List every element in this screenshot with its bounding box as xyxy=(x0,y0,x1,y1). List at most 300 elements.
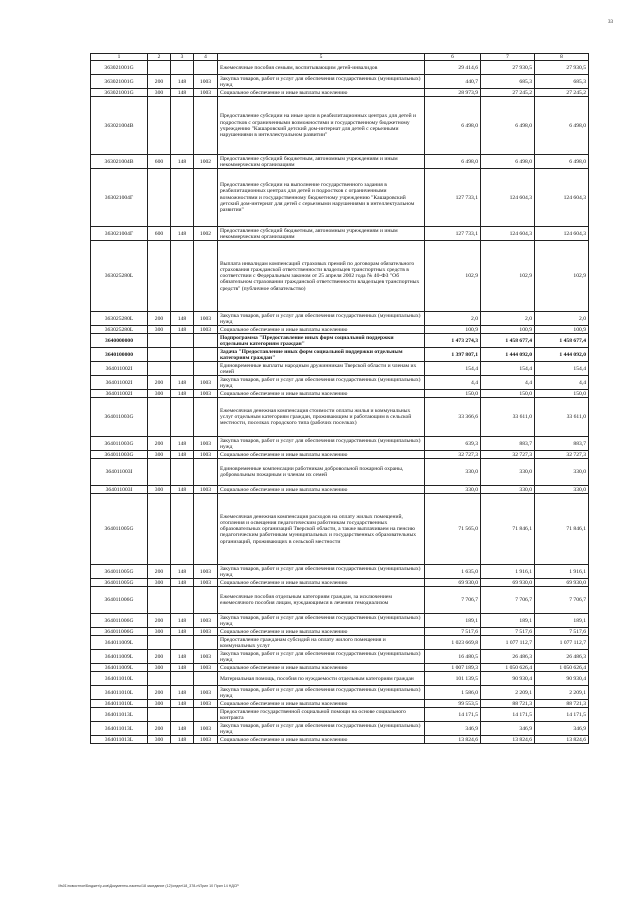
budget-code-cell: 364011003G xyxy=(91,398,148,437)
table-row xyxy=(91,398,589,437)
amount-year2-cell: 6 498,0 xyxy=(481,97,535,155)
column-number-header: 8 xyxy=(535,54,589,61)
amount-year2-cell: 330,0 xyxy=(481,486,535,494)
table-row xyxy=(91,486,589,494)
amount-year2-cell: 7 517,6 xyxy=(481,628,535,636)
table-row xyxy=(91,587,589,614)
amount-year2-cell: 2,0 xyxy=(481,312,535,326)
amount-year2-cell: 1 050 626,4 xyxy=(481,664,535,672)
expense-type-cell: 200 xyxy=(148,75,171,89)
section-code-cell: 1003 xyxy=(194,736,218,744)
amount-year3-cell: 124 604,3 xyxy=(535,227,589,241)
amount-year2-cell: 883,7 xyxy=(481,437,535,451)
amount-year3-cell: 189,1 xyxy=(535,614,589,628)
description-cell: Социальное обеспечение и иные выплаты населению xyxy=(218,390,425,398)
department-code-cell: 148 xyxy=(171,227,194,241)
budget-code-cell: 364011013L xyxy=(91,736,148,744)
budget-code-cell: 363021004Г xyxy=(91,227,148,241)
amount-year3-cell: 150,0 xyxy=(535,390,589,398)
amount-year1-cell: 100,9 xyxy=(425,326,481,334)
amount-year2-cell: 1 444 092,0 xyxy=(481,348,535,362)
amount-year3-cell: 7 706,7 xyxy=(535,587,589,614)
section-code-cell: 1002 xyxy=(194,227,218,241)
expense-type-cell xyxy=(148,169,171,227)
amount-year1-cell: 7 517,6 xyxy=(425,628,481,636)
amount-year1-cell: 69 930,0 xyxy=(425,579,481,587)
description-cell: Единовременные выплаты народным дружинникам Тверской области и членам их семей xyxy=(218,362,425,376)
description-cell: Единовременные компенсации работникам добровольной пожарной охраны, добровольным пожарным и членам их семей xyxy=(218,459,425,486)
amount-year1-cell: 1 635,0 xyxy=(425,565,481,579)
column-number-header: 3 xyxy=(171,54,194,61)
expense-type-cell: 200 xyxy=(148,565,171,579)
amount-year1-cell: 29 414,6 xyxy=(425,61,481,75)
budget-code-cell: 363025280L xyxy=(91,241,148,312)
amount-year1-cell: 7 706,7 xyxy=(425,587,481,614)
amount-year1-cell: 71 565,0 xyxy=(425,494,481,565)
amount-year2-cell: 189,1 xyxy=(481,614,535,628)
budget-code-cell: 364011010L xyxy=(91,672,148,686)
description-cell: Социальное обеспечение и иные выплаты населению xyxy=(218,326,425,334)
description-cell: Предоставление субсидий бюджетным, автономным учреждениям и иным некоммерческим организациям xyxy=(218,155,425,169)
section-code-cell: 1003 xyxy=(194,650,218,664)
budget-code-cell: 363025280L xyxy=(91,326,148,334)
description-cell: Закупка товаров, работ и услуг для обеспечения государственных (муниципальных) нужд xyxy=(218,650,425,664)
amount-year1-cell: 6 498,0 xyxy=(425,155,481,169)
expense-type-cell xyxy=(148,241,171,312)
amount-year2-cell: 154,4 xyxy=(481,362,535,376)
budget-code-cell: 363021004Г xyxy=(91,169,148,227)
table-row xyxy=(91,312,589,326)
expense-type-cell: 300 xyxy=(148,486,171,494)
amount-year1-cell: 127 733,1 xyxy=(425,227,481,241)
budget-code-cell: 364011006G xyxy=(91,587,148,614)
description-cell: Социальное обеспечение и иные выплаты населению xyxy=(218,700,425,708)
amount-year1-cell: 101 139,5 xyxy=(425,672,481,686)
department-code-cell: 148 xyxy=(171,565,194,579)
budget-code-cell: 364011006G xyxy=(91,628,148,636)
table-row xyxy=(91,376,589,390)
department-code-cell xyxy=(171,334,194,348)
amount-year1-cell: 14 171,5 xyxy=(425,708,481,722)
expense-type-cell xyxy=(148,97,171,155)
expense-type-cell: 600 xyxy=(148,227,171,241)
section-code-cell xyxy=(194,494,218,565)
section-code-cell: 1003 xyxy=(194,700,218,708)
amount-year2-cell: 13 824,6 xyxy=(481,736,535,744)
department-code-cell xyxy=(171,97,194,155)
description-cell: Предоставление субсидий бюджетным, автономным учреждениям и иным некоммерческим организациям xyxy=(218,227,425,241)
table-row xyxy=(91,636,589,650)
expense-type-cell: 200 xyxy=(148,376,171,390)
table-row xyxy=(91,451,589,459)
expense-type-cell: 200 xyxy=(148,614,171,628)
section-code-cell: 1003 xyxy=(194,376,218,390)
table-row xyxy=(91,334,589,348)
expense-type-cell: 300 xyxy=(148,89,171,97)
table-row xyxy=(91,579,589,587)
department-code-cell: 148 xyxy=(171,614,194,628)
column-number-header: 5 xyxy=(218,54,425,61)
expense-type-cell xyxy=(148,494,171,565)
amount-year3-cell: 100,9 xyxy=(535,326,589,334)
section-code-cell xyxy=(194,97,218,155)
expense-type-cell xyxy=(148,61,171,75)
budget-code-cell: 364011010L xyxy=(91,700,148,708)
table-row xyxy=(91,390,589,398)
description-cell: Ежемесячная денежная компенсация расходов на оплату жилых помещений, отопления и освещения педагогическим работникам государственных образовательных организаций Тверской области, а также выплачиваем на пенсию педагогическим работникам муниципальных и государственных образовательных организаций, проживающих в сельской местности xyxy=(218,494,425,565)
table-row xyxy=(91,348,589,362)
budget-code-cell: 364011010L xyxy=(91,686,148,700)
section-code-cell: 1003 xyxy=(194,722,218,736)
description-cell: Предоставление государственной социальной помощи на основе социального контракта xyxy=(218,708,425,722)
table-row xyxy=(91,494,589,565)
section-code-cell: 1003 xyxy=(194,664,218,672)
department-code-cell xyxy=(171,459,194,486)
column-number-header: 2 xyxy=(148,54,171,61)
amount-year3-cell: 1 916,1 xyxy=(535,565,589,579)
amount-year3-cell: 6 498,0 xyxy=(535,155,589,169)
amount-year2-cell: 26 486,3 xyxy=(481,650,535,664)
expense-type-cell xyxy=(148,459,171,486)
amount-year2-cell: 124 604,3 xyxy=(481,169,535,227)
department-code-cell: 148 xyxy=(171,722,194,736)
amount-year3-cell: 4,4 xyxy=(535,376,589,390)
expense-type-cell xyxy=(148,636,171,650)
column-number-header: 4 xyxy=(194,54,218,61)
table-row xyxy=(91,628,589,636)
amount-year3-cell: 7 517,6 xyxy=(535,628,589,636)
description-cell: Предоставление гражданам субсидий на оплату жилого помещения и коммунальных услуг xyxy=(218,636,425,650)
expense-type-cell: 200 xyxy=(148,312,171,326)
amount-year2-cell: 27 245,2 xyxy=(481,89,535,97)
amount-year2-cell: 1 077 112,7 xyxy=(481,636,535,650)
expense-type-cell: 200 xyxy=(148,437,171,451)
section-code-cell: 1003 xyxy=(194,614,218,628)
department-code-cell xyxy=(171,494,194,565)
amount-year3-cell: 124 604,3 xyxy=(535,169,589,227)
amount-year1-cell: 28 973,9 xyxy=(425,89,481,97)
amount-year1-cell: 440,7 xyxy=(425,75,481,89)
department-code-cell xyxy=(171,348,194,362)
department-code-cell: 148 xyxy=(171,326,194,334)
description-cell: Закупка товаров, работ и услуг для обеспечения государственных (муниципальных) нужд xyxy=(218,565,425,579)
budget-code-cell: 364011009L xyxy=(91,664,148,672)
table-row xyxy=(91,650,589,664)
expense-type-cell: 300 xyxy=(148,736,171,744)
table-row xyxy=(91,672,589,686)
department-code-cell: 148 xyxy=(171,486,194,494)
table-row xyxy=(91,169,589,227)
table-row xyxy=(91,326,589,334)
section-code-cell xyxy=(194,169,218,227)
expense-type-cell: 200 xyxy=(148,650,171,664)
amount-year1-cell: 1 023 669,8 xyxy=(425,636,481,650)
budget-code-cell: 3640000000 xyxy=(91,334,148,348)
budget-code-cell: 364011006G xyxy=(91,614,148,628)
section-code-cell: 1003 xyxy=(194,686,218,700)
amount-year1-cell: 6 498,0 xyxy=(425,97,481,155)
department-code-cell: 148 xyxy=(171,628,194,636)
amount-year2-cell: 6 498,0 xyxy=(481,155,535,169)
expense-type-cell xyxy=(148,672,171,686)
department-code-cell: 148 xyxy=(171,75,194,89)
budget-code-cell: 363021001G xyxy=(91,61,148,75)
section-code-cell: 1003 xyxy=(194,312,218,326)
expense-type-cell: 200 xyxy=(148,686,171,700)
section-code-cell xyxy=(194,587,218,614)
amount-year2-cell: 330,0 xyxy=(481,459,535,486)
budget-code-cell: 364011013L xyxy=(91,708,148,722)
description-cell: Предоставление субсидии на иные цели в реабилитационных центрах для детей и подростков с ограниченными возможностями и государственному бюджетному учреждению "Кашаровский детский дом-интернат для детей с серьезными нарушениями в интеллектуальном развитии" xyxy=(218,97,425,155)
expense-type-cell xyxy=(148,398,171,437)
page-number: 33 xyxy=(608,20,613,25)
table-row xyxy=(91,459,589,486)
budget-code-cell: 363021004В xyxy=(91,155,148,169)
amount-year2-cell: 2 209,1 xyxy=(481,686,535,700)
amount-year1-cell: 1 473 274,3 xyxy=(425,334,481,348)
description-cell: Закупка товаров, работ и услуг для обеспечения государственных (муниципальных) нужд xyxy=(218,75,425,89)
amount-year3-cell: 90 930,4 xyxy=(535,672,589,686)
table-row xyxy=(91,89,589,97)
amount-year1-cell: 1 586,0 xyxy=(425,686,481,700)
budget-code-cell: 364011013L xyxy=(91,722,148,736)
amount-year3-cell: 2,0 xyxy=(535,312,589,326)
section-code-cell: 1003 xyxy=(194,579,218,587)
description-cell: Социальное обеспечение и иные выплаты населению xyxy=(218,89,425,97)
budget-code-cell: 364011002I xyxy=(91,390,148,398)
section-code-cell: 1003 xyxy=(194,451,218,459)
budget-code-cell: 364011003G xyxy=(91,451,148,459)
amount-year1-cell: 154,4 xyxy=(425,362,481,376)
department-code-cell xyxy=(171,362,194,376)
amount-year1-cell: 127 733,1 xyxy=(425,169,481,227)
amount-year2-cell: 685,3 xyxy=(481,75,535,89)
amount-year3-cell: 14 171,5 xyxy=(535,708,589,722)
amount-year2-cell: 1 458 677,4 xyxy=(481,334,535,348)
description-cell: Ежемесячная денежная компенсация стоимости оплаты жилья и коммунальных услуг отдельным категориям граждан, проживающим и работающим в сельской местности, поселках городского типа (рабочих поселках) xyxy=(218,398,425,437)
budget-code-cell: 364011003G xyxy=(91,437,148,451)
department-code-cell xyxy=(171,241,194,312)
amount-year3-cell: 13 824,6 xyxy=(535,736,589,744)
budget-code-cell: 364011009L xyxy=(91,636,148,650)
description-cell: Предоставление субсидии на выполнение государственного задания в реабилитационных центрах для детей и подростков с ограниченными возможностями и государственному бюджетному учреждению "Кашаровский детский дом-интернат для детей с серьезными нарушениями в интеллектуальном развитии" xyxy=(218,169,425,227)
department-code-cell: 148 xyxy=(171,686,194,700)
table-row xyxy=(91,736,589,744)
amount-year2-cell: 100,9 xyxy=(481,326,535,334)
department-code-cell: 148 xyxy=(171,451,194,459)
section-code-cell xyxy=(194,348,218,362)
description-cell: Закупка товаров, работ и услуг для обеспечения государственных (муниципальных) нужд xyxy=(218,722,425,736)
column-number-header: 7 xyxy=(481,54,535,61)
amount-year1-cell: 150,0 xyxy=(425,390,481,398)
description-cell: Ежемесячные пособия отдельным категориям граждан, за исключением ежемесячного пособия лицам, нуждающимся в лечении гемодиализом xyxy=(218,587,425,614)
department-code-cell: 148 xyxy=(171,579,194,587)
expense-type-cell: 300 xyxy=(148,579,171,587)
department-code-cell: 148 xyxy=(171,312,194,326)
amount-year3-cell: 6 498,0 xyxy=(535,97,589,155)
amount-year2-cell: 14 171,5 xyxy=(481,708,535,722)
amount-year3-cell: 1 077 112,7 xyxy=(535,636,589,650)
amount-year3-cell: 88 721,3 xyxy=(535,700,589,708)
expense-type-cell xyxy=(148,708,171,722)
amount-year3-cell: 2 209,1 xyxy=(535,686,589,700)
expense-type-cell xyxy=(148,348,171,362)
description-cell: Ежемесячные пособия семьям, воспитывающим детей-инвалидов xyxy=(218,61,425,75)
amount-year2-cell: 32 727,3 xyxy=(481,451,535,459)
section-code-cell xyxy=(194,61,218,75)
amount-year3-cell: 330,0 xyxy=(535,459,589,486)
description-cell: Задача "Предоставление иных форм социальной поддержки отдельным категориям граждан" xyxy=(218,348,425,362)
expense-type-cell: 300 xyxy=(148,326,171,334)
file-path-footer: \\fs01\новостное\Бюджет\у-ков\Документы-пакеты\18 заседание (12)\отдел\18_378-п\Прил 10 Прил 14 НДСР xyxy=(58,884,239,888)
budget-table xyxy=(90,53,589,744)
amount-year3-cell: 685,3 xyxy=(535,75,589,89)
section-code-cell: 1003 xyxy=(194,75,218,89)
amount-year2-cell: 90 930,4 xyxy=(481,672,535,686)
amount-year2-cell: 124 604,3 xyxy=(481,227,535,241)
section-code-cell xyxy=(194,708,218,722)
amount-year3-cell: 1 050 626,4 xyxy=(535,664,589,672)
amount-year3-cell: 346,9 xyxy=(535,722,589,736)
table-row xyxy=(91,708,589,722)
amount-year2-cell: 33 611,0 xyxy=(481,398,535,437)
description-cell: Социальное обеспечение и иные выплаты населению xyxy=(218,579,425,587)
department-code-cell: 148 xyxy=(171,437,194,451)
table-row xyxy=(91,722,589,736)
budget-code-cell: 364011005G xyxy=(91,579,148,587)
table-row xyxy=(91,614,589,628)
section-code-cell: 1003 xyxy=(194,326,218,334)
amount-year1-cell: 189,1 xyxy=(425,614,481,628)
description-cell: Социальное обеспечение и иные выплаты населению xyxy=(218,628,425,636)
department-code-cell xyxy=(171,169,194,227)
description-cell: Материальная помощь, пособия по нуждаемости отдельным категориям граждан xyxy=(218,672,425,686)
amount-year3-cell: 26 486,3 xyxy=(535,650,589,664)
amount-year1-cell: 639,3 xyxy=(425,437,481,451)
column-number-header: 1 xyxy=(91,54,148,61)
section-code-cell xyxy=(194,241,218,312)
amount-year1-cell: 1 007 189,3 xyxy=(425,664,481,672)
amount-year1-cell: 16 480,5 xyxy=(425,650,481,664)
section-code-cell xyxy=(194,334,218,348)
expense-type-cell xyxy=(148,362,171,376)
section-code-cell: 1003 xyxy=(194,89,218,97)
section-code-cell xyxy=(194,459,218,486)
table-row xyxy=(91,97,589,155)
description-cell: Закупка товаров, работ и услуг для обеспечения государственных (муниципальных) нужд xyxy=(218,376,425,390)
budget-code-cell: 3640100000 xyxy=(91,348,148,362)
section-code-cell xyxy=(194,362,218,376)
description-cell: Подпрограмма "Предоставление иных форм социальной поддержки отдельным категориям граждан" xyxy=(218,334,425,348)
budget-code-cell: 364011005G xyxy=(91,494,148,565)
section-code-cell xyxy=(194,636,218,650)
section-code-cell: 1003 xyxy=(194,628,218,636)
amount-year2-cell: 150,0 xyxy=(481,390,535,398)
amount-year1-cell: 33 366,6 xyxy=(425,398,481,437)
amount-year3-cell: 69 930,0 xyxy=(535,579,589,587)
department-code-cell xyxy=(171,708,194,722)
department-code-cell xyxy=(171,587,194,614)
amount-year1-cell: 346,9 xyxy=(425,722,481,736)
expense-type-cell: 600 xyxy=(148,155,171,169)
table-row xyxy=(91,686,589,700)
department-code-cell: 148 xyxy=(171,736,194,744)
amount-year1-cell: 330,0 xyxy=(425,486,481,494)
amount-year1-cell: 13 824,6 xyxy=(425,736,481,744)
expense-type-cell: 200 xyxy=(148,722,171,736)
amount-year3-cell: 1 458 677,4 xyxy=(535,334,589,348)
amount-year3-cell: 32 727,3 xyxy=(535,451,589,459)
amount-year3-cell: 33 611,0 xyxy=(535,398,589,437)
department-code-cell xyxy=(171,61,194,75)
department-code-cell: 148 xyxy=(171,700,194,708)
amount-year3-cell: 27 930,5 xyxy=(535,61,589,75)
budget-code-cell: 363021001G xyxy=(91,89,148,97)
expense-type-cell xyxy=(148,334,171,348)
expense-type-cell: 300 xyxy=(148,451,171,459)
budget-code-cell: 364011009L xyxy=(91,650,148,664)
amount-year2-cell: 102,9 xyxy=(481,241,535,312)
budget-code-cell: 363021001G xyxy=(91,75,148,89)
budget-code-cell: 364011003I xyxy=(91,486,148,494)
budget-code-cell: 364011005G xyxy=(91,565,148,579)
description-cell: Социальное обеспечение и иные выплаты населению xyxy=(218,664,425,672)
table-row xyxy=(91,565,589,579)
section-code-cell: 1003 xyxy=(194,565,218,579)
section-code-cell: 1002 xyxy=(194,155,218,169)
amount-year2-cell: 69 930,0 xyxy=(481,579,535,587)
amount-year2-cell: 346,9 xyxy=(481,722,535,736)
description-cell: Закупка товаров, работ и услуг для обеспечения государственных (муниципальных) нужд xyxy=(218,614,425,628)
department-code-cell xyxy=(171,672,194,686)
amount-year3-cell: 1 444 092,0 xyxy=(535,348,589,362)
section-code-cell: 1003 xyxy=(194,390,218,398)
expense-type-cell xyxy=(148,587,171,614)
description-cell: Закупка товаров, работ и услуг для обеспечения государственных (муниципальных) нужд xyxy=(218,312,425,326)
budget-code-cell: 364011002I xyxy=(91,376,148,390)
section-code-cell xyxy=(194,398,218,437)
table-row xyxy=(91,664,589,672)
amount-year1-cell: 4,4 xyxy=(425,376,481,390)
amount-year2-cell: 7 706,7 xyxy=(481,587,535,614)
table-row xyxy=(91,61,589,75)
department-code-cell: 148 xyxy=(171,376,194,390)
department-code-cell xyxy=(171,636,194,650)
expense-type-cell: 300 xyxy=(148,390,171,398)
department-code-cell: 148 xyxy=(171,155,194,169)
table-row xyxy=(91,227,589,241)
description-cell: Закупка товаров, работ и услуг для обеспечения государственных (муниципальных) нужд xyxy=(218,686,425,700)
column-number-header: 6 xyxy=(425,54,481,61)
section-code-cell: 1003 xyxy=(194,486,218,494)
section-code-cell: 1003 xyxy=(194,437,218,451)
description-cell: Социальное обеспечение и иные выплаты населению xyxy=(218,451,425,459)
amount-year1-cell: 32 727,3 xyxy=(425,451,481,459)
budget-code-cell: 363025280L xyxy=(91,312,148,326)
table-header-row xyxy=(91,54,589,61)
table-row xyxy=(91,362,589,376)
amount-year2-cell: 71 846,1 xyxy=(481,494,535,565)
expense-type-cell: 300 xyxy=(148,628,171,636)
department-code-cell: 148 xyxy=(171,650,194,664)
table-row xyxy=(91,155,589,169)
amount-year3-cell: 71 846,1 xyxy=(535,494,589,565)
amount-year3-cell: 154,4 xyxy=(535,362,589,376)
amount-year3-cell: 330,0 xyxy=(535,486,589,494)
budget-code-cell: 364011003I xyxy=(91,459,148,486)
amount-year1-cell: 1 397 807,1 xyxy=(425,348,481,362)
amount-year1-cell: 99 553,5 xyxy=(425,700,481,708)
